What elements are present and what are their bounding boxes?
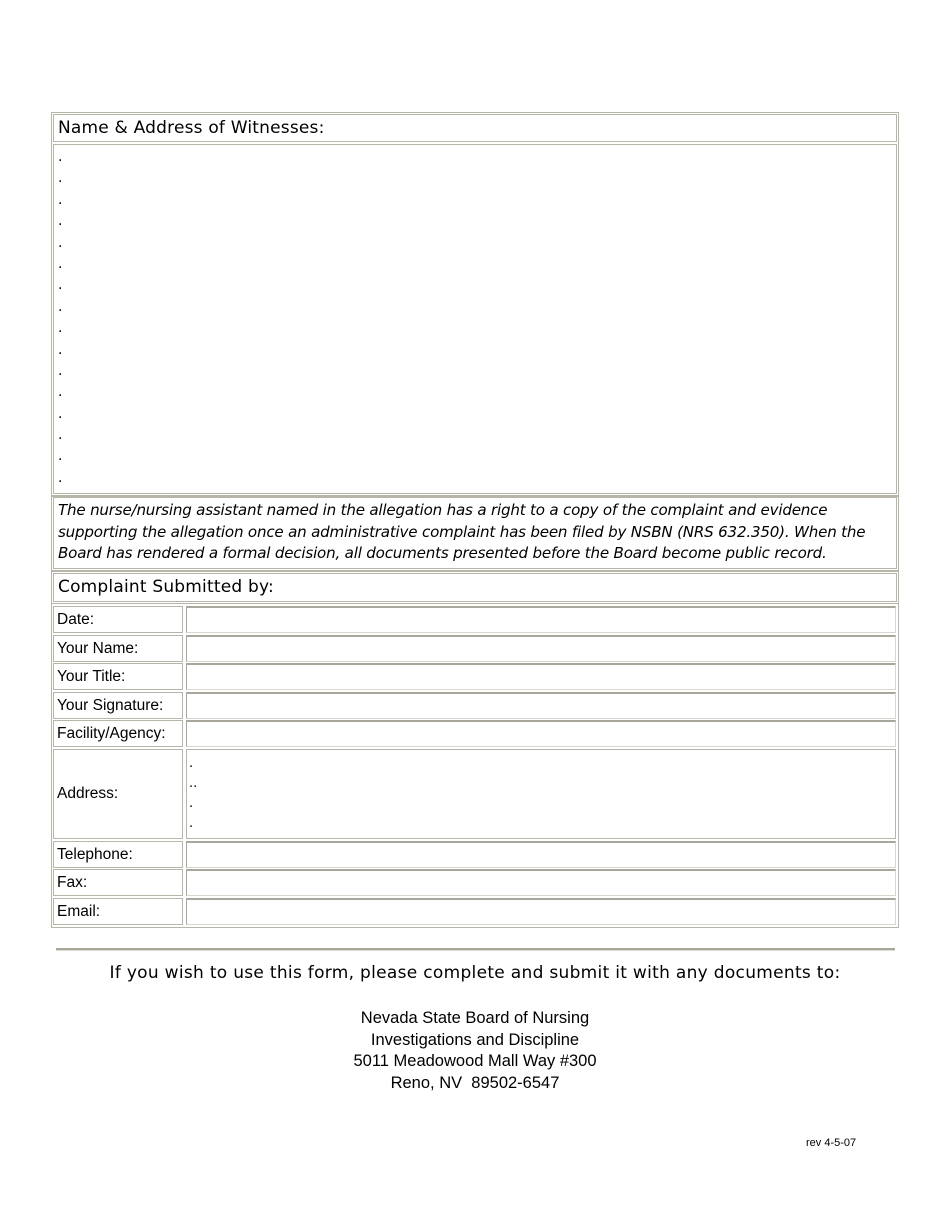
witness-line: . [58,427,63,444]
city-state-zip: Reno, NV 89502-6547 [390,1073,560,1092]
divider [56,948,895,951]
witness-line: . [58,384,63,401]
witness-line: . [58,234,63,251]
telephone-label: Telephone: [53,841,183,868]
witness-line: . [58,298,63,315]
date-input[interactable] [186,606,896,633]
email-label: Email: [53,898,183,925]
witness-line: . [58,320,63,337]
address-input[interactable] [186,749,896,839]
mailing-address [0,1008,950,1094]
fax-input[interactable] [186,869,896,896]
witness-line: . [58,341,63,358]
submission-instruction: If you wish to use this form, please complete and submit it with any documents to: [109,963,841,983]
witness-line: . [58,149,63,165]
witnesses-heading: Name & Address of Witnesses: [53,114,897,142]
signature-input[interactable] [186,692,896,719]
name-input[interactable] [186,635,896,662]
name-label: Your Name: [53,635,183,662]
signature-label: Your Signature: [53,692,183,719]
witness-line: . [58,469,63,486]
org-name: Nevada State Board of Nursing [360,1009,590,1027]
notice-text: The nurse/nursing assistant named in the allegation has a right to a copy of the complaint and evidence supporting the allegation once an administrative complaint has been filed by NSBN (NRS 632.350). When the Board has rendered a formal decision, all documents presented before the Board become public record. [53,497,897,569]
address-line: . [189,756,194,771]
email-input[interactable] [186,898,896,925]
witness-line: . [58,277,63,294]
street-address: 5011 Meadowood Mall Way #300 [353,1052,597,1070]
fax-label: Fax: [53,869,183,896]
title-input[interactable] [186,663,896,690]
address-line: . [189,796,194,811]
witness-line: . [58,448,63,465]
address-line: .. [189,776,198,791]
telephone-input[interactable] [186,841,896,868]
witness-line: . [58,191,63,208]
address-label: Address: [53,749,183,839]
witness-line: . [58,213,63,230]
witness-line: . [58,170,63,187]
revision-note: rev 4-5-07 [806,1137,857,1149]
witness-line: . [58,405,63,422]
title-label: Your Title: [53,663,183,690]
address-line: . [189,816,194,831]
witnesses-field[interactable] [53,144,897,494]
facility-input[interactable] [186,720,896,747]
date-label: Date: [53,606,183,633]
submitter-heading: Complaint Submitted by: [53,573,897,602]
witness-line: . [58,255,63,272]
facility-label: Facility/Agency: [53,720,183,747]
department: Investigations and Discipline [370,1030,580,1049]
witness-line: . [58,362,63,379]
